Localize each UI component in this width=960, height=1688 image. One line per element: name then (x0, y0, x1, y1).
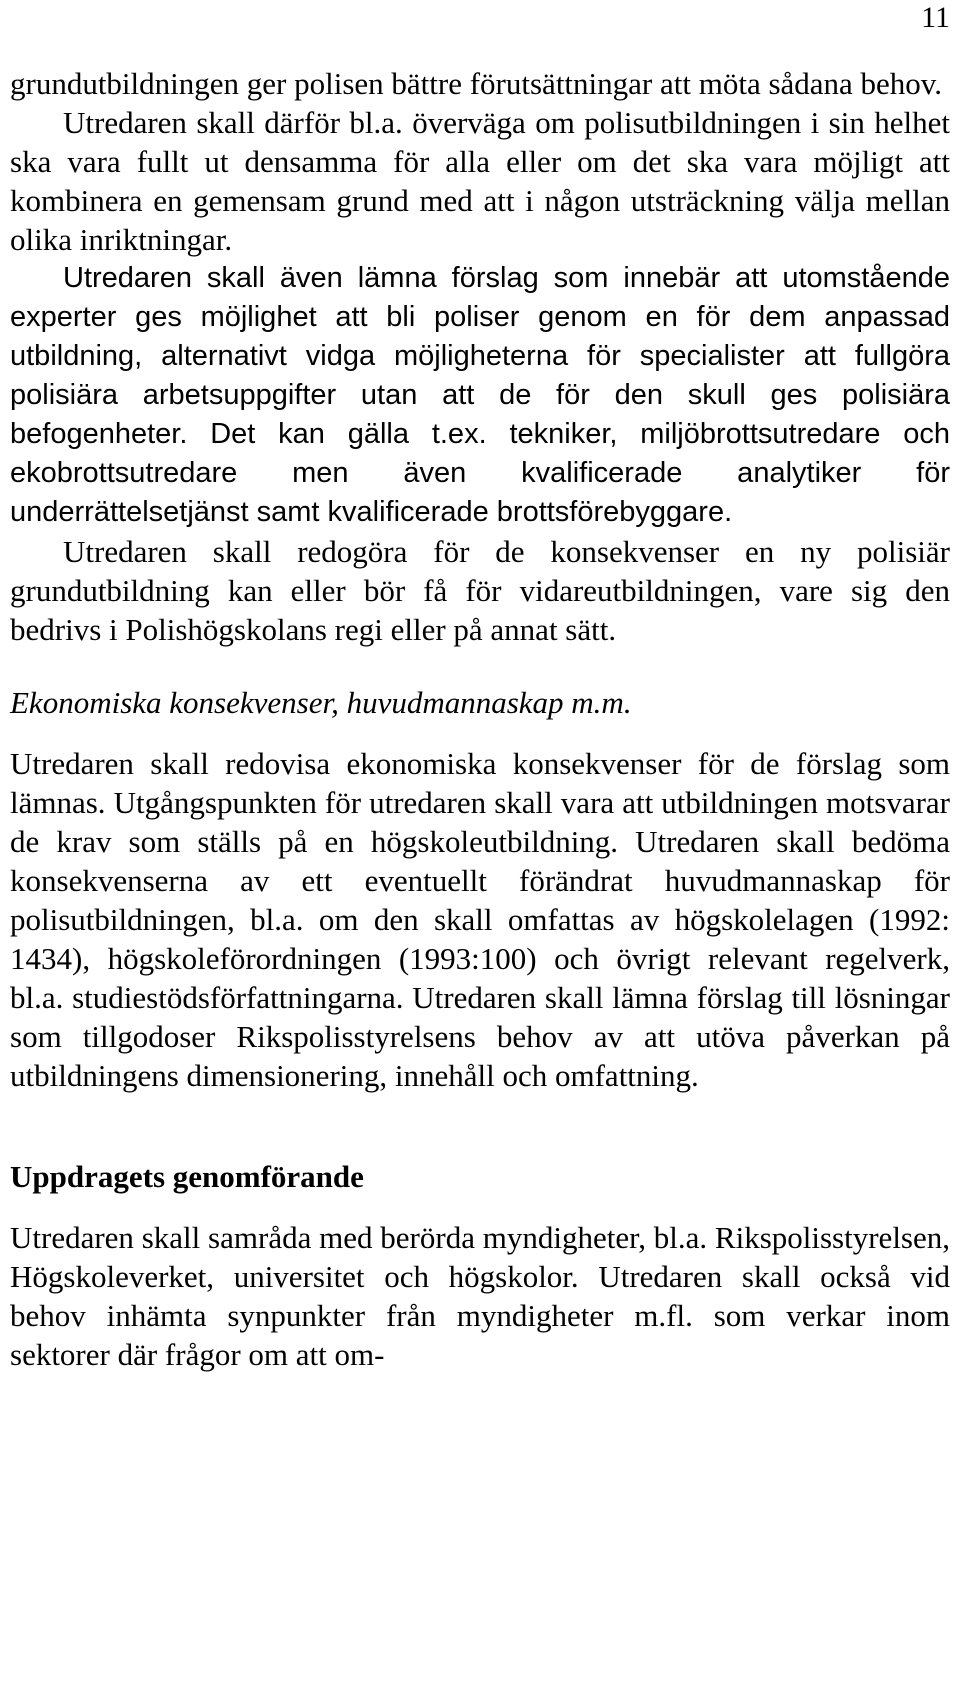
paragraph-further-training: Utredaren skall redogöra för de konsekvenser en ny polisiär grundutbildning kan eller bör få för vidareutbildningen, vare sig den bedrivs i Polishögskolans regi eller på annat sätt. (10, 534, 950, 647)
spacer (10, 1196, 950, 1218)
paragraph-execution: Utredaren skall samråda med berörda myndigheter, bl.a. Rikspolisstyrelsen, Högskoleverket, universitet och högskolor. Utredaren skall också vid behov inhämta synpunkter från myndigheter m.fl. som verkar inom sektorer där frågor om att om- (10, 1220, 950, 1372)
spacer (10, 1095, 950, 1157)
page-number: 11 (921, 1, 950, 34)
document-body (10, 64, 950, 1374)
paragraph-external-experts: Utredaren skall även lämna förslag som innebär att utomstående experter ges möjlighet att bli poliser genom en för dem anpassad utbildning, alternativt vidga möjligheterna för specialister att fullgöra polisiära arbetsuppgifter utan att de för den skull ges polisiära befogenheter. Det kan gälla t.ex. tekniker, miljöbrottsutredare och ekobrottsutredare men även kvalificerade analytiker för underrättelsetjänst samt kvalificerade brottsförebyggare. (10, 262, 950, 528)
section-heading-execution: Uppdragets genomförande (10, 1159, 364, 1194)
spacer (10, 722, 950, 744)
paragraph-intro: grundutbildningen ger polisen bättre förutsättningar att möta sådana behov. (10, 66, 943, 101)
spacer (10, 649, 950, 683)
paragraph-training-scope: Utredaren skall därför bl.a. överväga om polisutbildningen i sin helhet ska vara fullt ut densamma för alla eller om det ska vara möjligt att kombinera en gemensam grund med att i någon utsträckning välja mellan olika inriktningar. (10, 105, 950, 257)
paragraph-economics: Utredaren skall redovisa ekonomiska konsekvenser för de förslag som lämnas. Utgångspunkten för utredaren skall vara att utbildningen motsvarar de krav som ställs på en högskoleutbildning. Utredaren skall bedöma konsekvenserna av ett eventuellt förändrat huvudmannaskap för polisutbildningen, bl.a. om den skall omfattas av högskolelagen (1992: 1434), högskoleförordningen (1993:100) och övrigt relevant regelverk, bl.a. studiestödsförfattningarna. Utredaren skall lämna förslag till lösningar som tillgodoser Rikspolisstyrelsens behov av att utöva påverkan på utbildningens dimensionering, innehåll och omfattning. (10, 746, 950, 1093)
section-heading-economics: Ekonomiska konsekvenser, huvudmannaskap m.m. (10, 685, 632, 720)
